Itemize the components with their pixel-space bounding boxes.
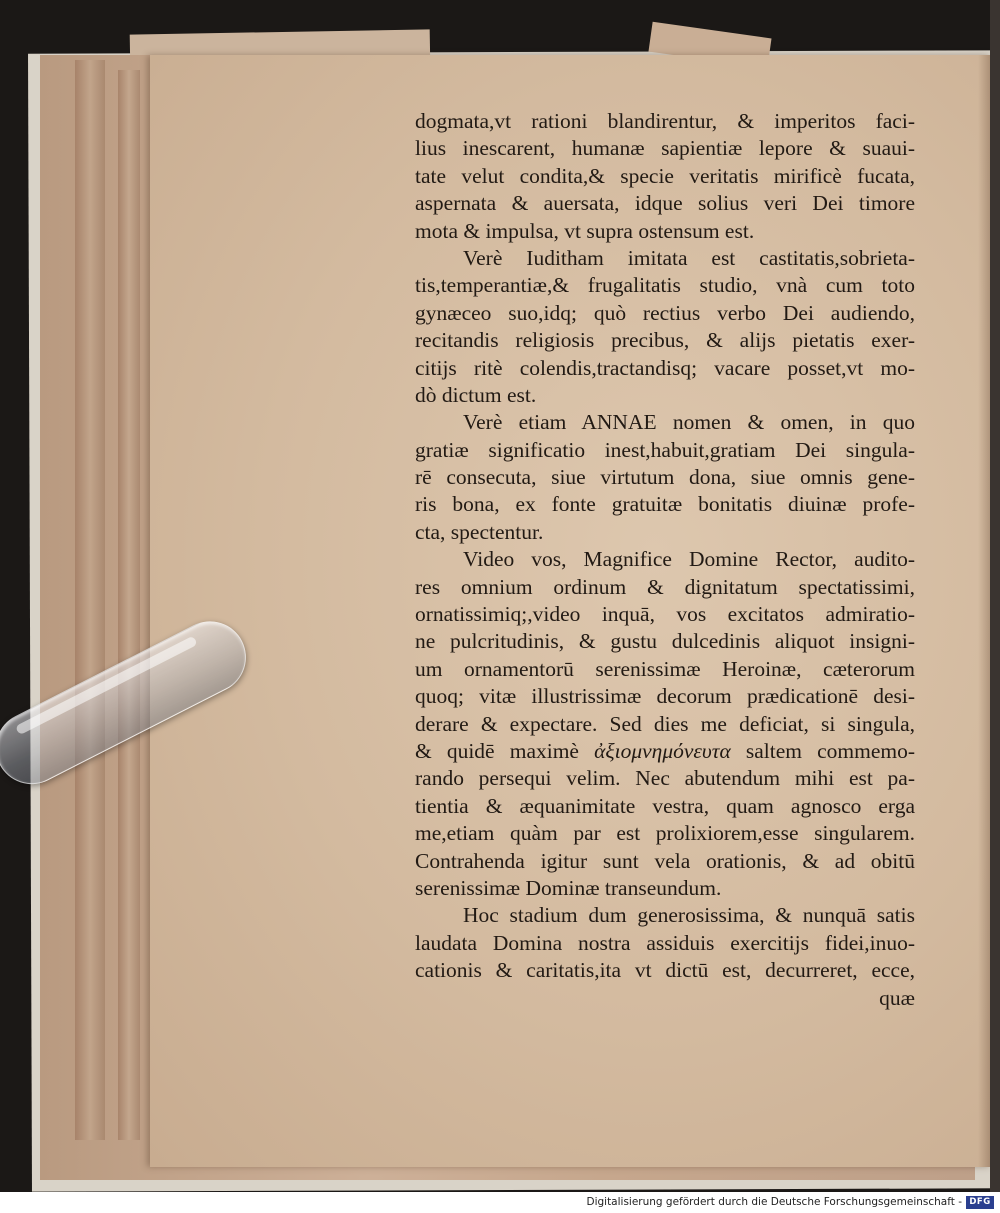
text-line: ne pulcritudinis, & gustu dulcedinis aliquot insigni- bbox=[415, 629, 915, 654]
text-fragment: saltem commemo- bbox=[745, 738, 916, 763]
text-line: laudata Domina nostra assiduis exercitijs fidei,inuo- bbox=[415, 930, 915, 955]
text-line-with-greek bbox=[415, 738, 915, 765]
text-line: quoq; vitæ illustrissimæ decorum prædicationē desi- bbox=[415, 684, 915, 709]
text-line: Hoc stadium dum generosissima, & nunquā satis bbox=[463, 903, 915, 928]
text-line: lius inescarent, humanæ sapientiæ lepore & suaui- bbox=[415, 136, 915, 161]
page-stack-stain bbox=[118, 70, 140, 1140]
text-line: tientia & æquanimitate vestra, quam agnosco erga bbox=[415, 793, 915, 818]
text-line: Verè etiam ANNAE nomen & omen, in quo bbox=[463, 410, 915, 435]
text-line: cationis & caritatis,ita vt dictū est, decurreret, ecce, bbox=[415, 958, 915, 983]
text-line: gratiæ significatio inest,habuit,gratiam Dei singula- bbox=[415, 437, 915, 462]
page-stack-stain bbox=[75, 60, 105, 1140]
text-line: me,etiam quàm par est prolixiorem,esse singularem. bbox=[415, 821, 915, 846]
text-line: tate velut condita,& specie veritatis mirificè fucata, bbox=[415, 163, 915, 188]
dfg-logo: DFG bbox=[966, 1196, 994, 1209]
text-line: um ornamentorū serenissimæ Heroinæ, cæterorum bbox=[415, 656, 915, 681]
text-line: cta, spectentur. bbox=[415, 519, 544, 544]
funding-credit: Digitalisierung gefördert durch die Deutsche Forschungsgemeinschaft - bbox=[586, 1196, 962, 1208]
digitization-footer bbox=[0, 1192, 1000, 1213]
text-line: tis,temperantiæ,& frugalitatis studio, vnà cum toto bbox=[415, 273, 915, 298]
text-line: Verè Iuditham imitata est castitatis,sobrieta- bbox=[463, 245, 915, 270]
text-fragment: & quidē maximè bbox=[415, 738, 579, 763]
text-line: recitandis religiosis precibus, & alijs pietatis exer- bbox=[415, 328, 915, 353]
binding-edge bbox=[990, 0, 1000, 1192]
text-line: gynæceo suo,idq; quò rectius verbo Dei audiendo, bbox=[415, 300, 915, 325]
page-text bbox=[415, 108, 915, 1012]
text-line: aspernata & auersata, idque solius veri Dei timore bbox=[415, 191, 915, 216]
text-line: Contrahenda igitur sunt vela orationis, & ad obitū bbox=[415, 848, 915, 873]
text-line: ornatissimiq;,video inquā, vos excitatos admiratio- bbox=[415, 602, 915, 627]
text-line: citijs ritè colendis,tractandisq; vacare posset,vt mo- bbox=[415, 355, 915, 380]
text-line: rando persequi velim. Nec abutendum mihi est pa- bbox=[415, 766, 915, 791]
text-line: Video vos, Magnifice Domine Rector, audito- bbox=[463, 547, 915, 572]
text-line: dò dictum est. bbox=[415, 382, 537, 407]
greek-word: ἀξιομνημόνευτα bbox=[594, 738, 731, 763]
text-line: serenissimæ Dominæ transeundum. bbox=[415, 875, 722, 900]
text-line: ris bona, ex fonte gratuitæ bonitatis diuinæ profe- bbox=[415, 492, 915, 517]
text-line: rē consecuta, siue virtutum dona, siue omnis gene- bbox=[415, 465, 915, 490]
text-line: derare & expectare. Sed dies me deficiat, si singula, bbox=[415, 711, 915, 736]
text-line: res omnium ordinum & dignitatum spectatissimi, bbox=[415, 574, 915, 599]
text-line: mota & impulsa, vt supra ostensum est. bbox=[415, 218, 755, 243]
text-line: dogmata,vt rationi blandirentur, & imperitos faci- bbox=[415, 109, 915, 133]
catchword: quæ bbox=[879, 985, 915, 1010]
